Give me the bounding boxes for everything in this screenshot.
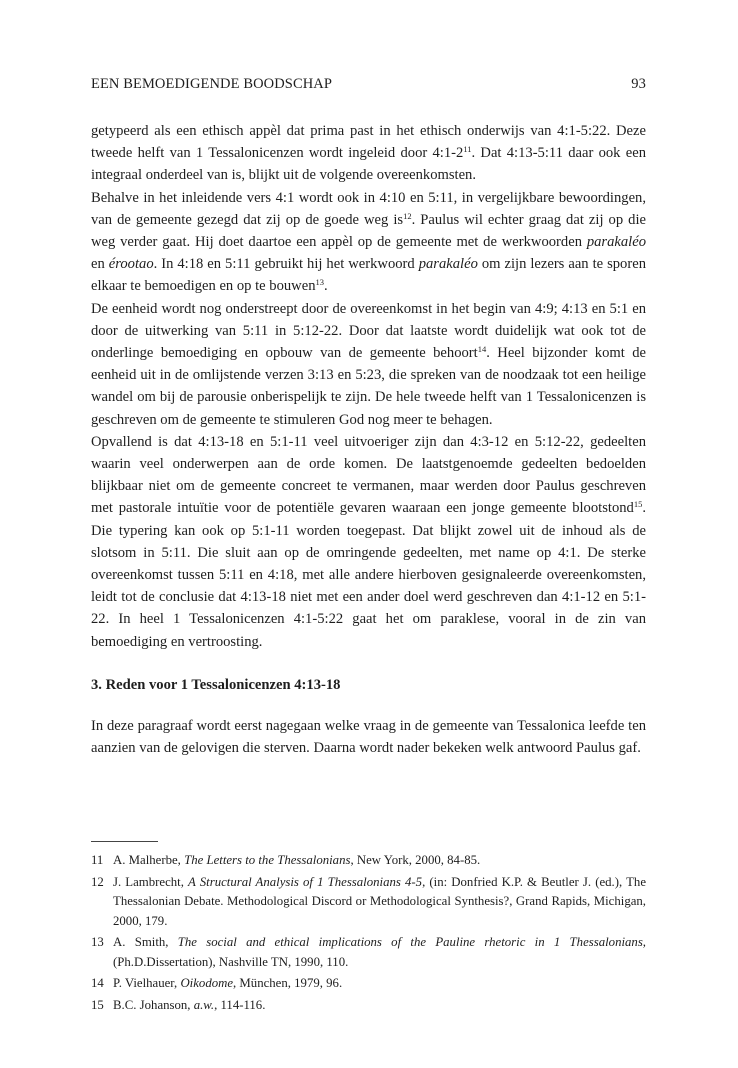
text-run: om zijn lezers aan te sporen elkaar te bemoedigen en op te bouwen (91, 256, 646, 295)
running-header (91, 76, 646, 100)
footnote-divider (91, 841, 158, 842)
text-run: . In 4:18 en 5:11 gebruikt hij het werkwoord (153, 256, 419, 273)
italic-title: Oikodome (180, 976, 234, 990)
footnote (91, 851, 646, 871)
footnote (91, 974, 646, 994)
section-heading: 3. Reden voor 1 Tessalonicenzen 4:13-18 (91, 677, 341, 693)
text-run: . Dat 4:13-5:11 daar ook een integraal onderdeel van is, blijkt uit de volgende overeenkomsten. (91, 145, 646, 184)
text-run: (Ph.D.Dissertation), Nashville TN, 1990, 110. (113, 954, 349, 969)
text-run: . (324, 278, 328, 295)
footnote (91, 873, 646, 932)
italic-title: a.w. (193, 997, 215, 1012)
text-run: A. Malherbe, (113, 853, 185, 867)
text-run: Opvallend is dat 4:13-18 en 5:1-11 veel uitvoeriger zijn dan 4:3-12 en 5:12-22, gedeelten waarin veel onderwerpen aan de orde komen. De laatstgenoemde gedeelten bedoelden blijkbaar niet om de gemeente concreet te vermanen, maar werden door Paulus geschreven met pastorale intuïtie voor de potentiële gevaren waaraan een jonge gemeente blootstond (91, 433, 646, 517)
text-run: P. Vielhauer, (113, 976, 181, 990)
italic-title: A Structural Analysis of 1 Thessalonians 4-5 (188, 874, 423, 889)
paragraph (91, 120, 646, 187)
footnote (91, 996, 646, 1016)
italic-title: The Letters to the Thessalonians (184, 853, 351, 867)
section-intro: In deze paragraaf wordt eerst nagegaan welke vraag in de gemeente van Tessalonica leefde ten aanzien van de gelovigen die sterven. Daarna wordt nader bekeken welk antwoord Paulus gaf. (91, 718, 646, 757)
text-run: Behalve in het inleidende vers 4:1 wordt ook in 4:10 en 5:11, in vergelijkbare bewoordingen, van de gemeente gezegd dat zij op de goede weg is (91, 189, 646, 228)
body-text (91, 120, 646, 653)
italic-term: parakaléo (586, 234, 646, 251)
footnote-number: 11 (91, 853, 104, 867)
paragraph (91, 431, 646, 653)
text-run: . Die typering kan ook op 5:1-11 worden toegepast. Dat blijkt zowel uit de inhoud als de slotsom in 5:11. Die sluit aan op de omringende gedeelten, met name op 4:1. De sterke overeenkomst tussen 5:11 en 4:18, met alle andere hierboven gesignaleerde overeenkomsten, leidt tot de conclusie dat 4:13-18 niet met een ander doel werd geschreven dan 4:1-12 en 5:1-22. In heel 1 Tessalonicenzen 4:1-5:22 gaat het om paraklese, vooral in de zin van bemoediging en vertroosting. (91, 500, 646, 650)
footnote-ref[interactable]: 14 (477, 344, 487, 355)
italic-term: érootao (108, 256, 154, 273)
text-run: De eenheid wordt nog onderstreept door de overeenkomst in het begin van 4:9; 4:13 en 5:1 en door de uitwerking van 5:11 in 5:12-22. Door dat laatste wordt duidelijk wat ook tot de onderlinge bemoediging en opbouw van de gemeente behoort (91, 300, 646, 362)
footnote-number: 12 (91, 874, 104, 889)
footnote-ref[interactable]: 11 (463, 144, 472, 155)
paragraph (91, 187, 646, 298)
page-number: 93 (631, 76, 646, 92)
text-run: B.C. Johanson, (113, 997, 194, 1012)
text-run: en (91, 256, 109, 273)
italic-title: The social and ethical implications of the Pauline rhetoric in 1 Thessalonians, (177, 935, 646, 949)
paragraph (91, 298, 646, 431)
footnote (91, 933, 646, 972)
italic-term: parakaléo (418, 256, 478, 273)
footnote-number: 15 (91, 997, 104, 1012)
text-run: getypeerd als een ethisch appèl dat prima past in het ethisch onderwijs van 4:1-5:22. Deze tweede helft van 1 Tessalonicenzen wordt ingeleid door 4:1-2 (91, 123, 646, 162)
text-run: J. Lambrecht, (113, 874, 189, 889)
running-title: EEN BEMOEDIGENDE BOODSCHAP (91, 76, 333, 92)
footnote-ref[interactable]: 12 (403, 210, 412, 221)
text-run: , (in: Donfried K.P. & Beutler J. (ed.), The Thessalonian Debate. Methodological Discord or Methodological Synthesis?, Grand Rapids, Michigan, 2000, 179. (113, 874, 647, 928)
footnote-ref[interactable]: 15 (633, 499, 643, 510)
text-run: , New York, 2000, 84-85. (350, 853, 481, 867)
footnotes (91, 851, 646, 1017)
footnote-number: 13 (91, 935, 104, 949)
text-run: , München, 1979, 96. (233, 976, 343, 990)
footnote-number: 14 (91, 976, 104, 990)
text-run: , 114-116. (214, 997, 266, 1012)
footnote-ref[interactable]: 13 (315, 277, 324, 288)
text-run: . Heel bijzonder komt de eenheid uit in de omlijstende verzen 3:13 en 5:23, die spreken van de noodzaak tot een heilige wandel om bij de parousie onberispelijk te zijn. De hele tweede helft van 1 Tessalonicenzen is geschreven om de gemeente te stimuleren God nog meer te behagen. (91, 345, 646, 428)
text-run: . Paulus wil echter graag dat zij op die weg verder gaat. Hij doet daartoe een appèl op de gemeente met de werkwoorden (91, 211, 646, 251)
text-run: A. Smith, (113, 935, 178, 949)
